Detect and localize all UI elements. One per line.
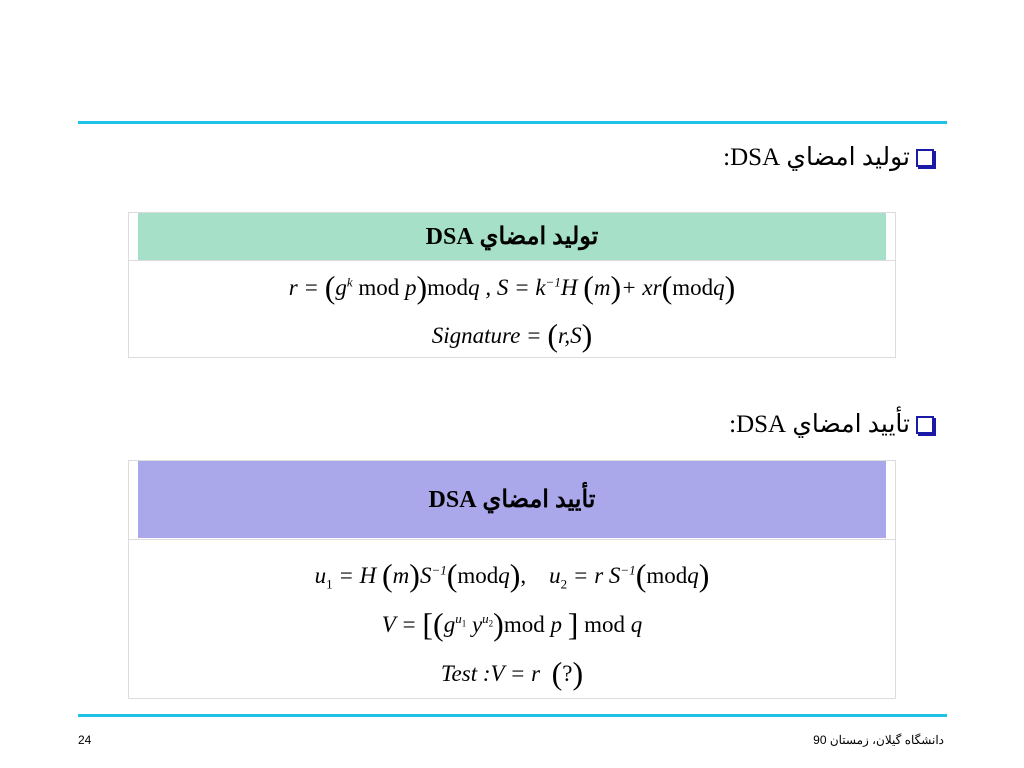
formula-part: H — [560, 275, 578, 300]
formula-u1-u2: $u_1 = H$ $(m)S^{-1}(modq)$, $u_2 = r$ $S^{-1}(modq)$ — [314, 557, 710, 593]
formula-subscript: 1 — [461, 618, 467, 629]
formula-part: u — [549, 563, 561, 588]
formula-part: , — [520, 563, 527, 588]
formula-part: r,S — [557, 323, 582, 348]
formula-part: g — [443, 612, 456, 637]
table-header: توليد امضاي DSA — [138, 213, 886, 260]
formula-part: g — [335, 275, 347, 300]
dsa-verification-table — [128, 460, 896, 699]
formula-part: Test — [440, 661, 478, 686]
formula-part: q — [713, 275, 725, 300]
formula-part: p — [405, 275, 417, 300]
formula-superscript: k — [346, 274, 353, 290]
formula-part: = H — [332, 563, 377, 588]
formula-part: Signature — [431, 323, 521, 348]
formula-test: Test :V = r (?) — [440, 655, 584, 691]
formula-signature: Signature = (r,S) — [431, 317, 593, 353]
formula-part: q — [468, 275, 480, 300]
formula-subscript: 2 — [488, 618, 494, 629]
formula-part: + xr — [621, 275, 662, 300]
formula-superscript: u — [482, 611, 489, 627]
formula-part: q — [687, 563, 699, 588]
formula-part: m — [593, 275, 611, 300]
formula-part: = — [520, 323, 548, 348]
bullet-text: توليد امضاي DSA: — [723, 144, 910, 171]
table-divider — [129, 260, 895, 261]
formula-part: r = — [288, 275, 325, 300]
formula-superscript: −1 — [545, 274, 561, 290]
formula-part: mod — [427, 275, 469, 300]
formula-part: = — [395, 612, 423, 637]
formula-part: q — [498, 563, 510, 588]
formula-subscript: 1 — [326, 576, 333, 592]
formula-part: mod — [646, 563, 688, 588]
formula-superscript: −1 — [620, 562, 636, 578]
table-header: تأييد امضاي DSA — [138, 461, 886, 538]
formula-superscript: −1 — [431, 562, 447, 578]
formula-part: q — [630, 612, 643, 637]
checkbox-bullet-icon — [916, 149, 934, 167]
formula-superscript: u — [455, 611, 462, 627]
bullet-dsa-verification — [729, 410, 934, 440]
formula-part: mod — [503, 612, 545, 637]
formula-r-s: $r = (g^k$ mod p)modq , $S = k^{-1}H$ (m)+ xr(modq) — [288, 269, 736, 305]
formula-part: mod — [584, 612, 626, 637]
formula-part: y — [471, 612, 483, 637]
formula-part: :V = r — [477, 661, 541, 686]
bullet-text: تأييد امضاي DSA: — [729, 411, 910, 438]
top-rule — [78, 121, 947, 124]
formula-subscript: 2 — [560, 576, 568, 592]
formula-part: m — [392, 563, 410, 588]
formula-v: $V = [(g^{u_1}$ $y^{u_2})mod$ p ] mod q — [381, 606, 643, 642]
footer-text: دانشگاه گيلان، زمستان 90 — [813, 733, 944, 747]
checkbox-bullet-icon — [916, 416, 934, 434]
bullet-dsa-generation — [723, 143, 934, 173]
dsa-generation-table — [128, 212, 896, 358]
formula-part: mod — [672, 275, 714, 300]
formula-part: S — [419, 563, 432, 588]
bottom-rule — [78, 714, 947, 717]
formula-part: u — [314, 563, 327, 588]
formula-part: V — [381, 612, 396, 637]
formula-part: , S = k — [479, 275, 546, 300]
page-number: 24 — [78, 733, 92, 747]
formula-part: mod — [358, 275, 400, 300]
formula-part: = r S — [567, 563, 621, 588]
formula-part: p — [550, 612, 562, 637]
table-divider — [129, 539, 895, 540]
formula-part: mod — [457, 563, 499, 588]
formula-part: ? — [562, 661, 573, 686]
